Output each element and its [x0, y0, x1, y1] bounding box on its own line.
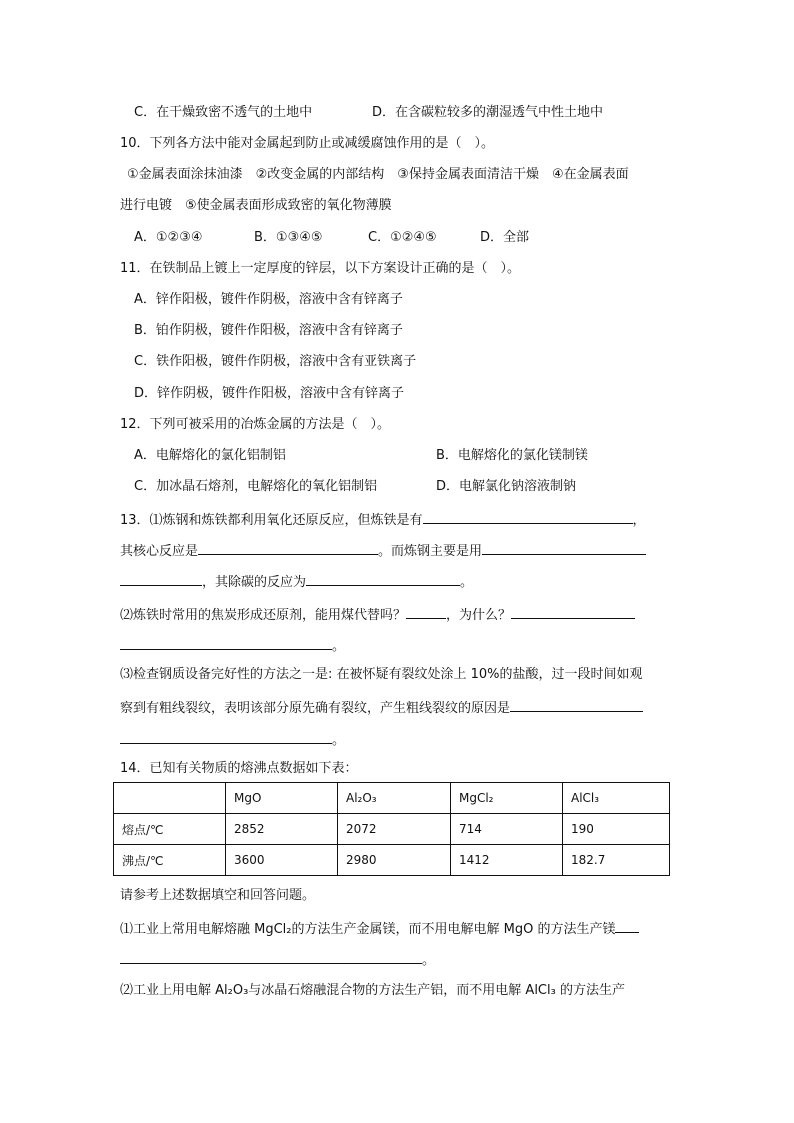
- q13-coal-answer-line: [120, 635, 345, 656]
- q10-stem: 10．下列各方法中能对金属起到防止或减缓腐蚀作用的是（ ）。: [120, 136, 495, 151]
- q12-option-a: A．电解熔化的氯化铝制铝: [134, 448, 286, 463]
- answer-blank[interactable]: [120, 729, 332, 744]
- q11-option-b: B．铂作阴极，镀件作阳极，溶液中含有锌离子: [134, 323, 403, 338]
- q14-sub1-text: ⑴工业上常用电解熔融 MgCl₂的方法生产金属镁，而不用电解电解 MgO 的方法生产镁: [120, 922, 616, 937]
- answer-blank[interactable]: [198, 540, 378, 555]
- table-cell: 3600: [226, 845, 338, 876]
- answer-blank[interactable]: [482, 540, 646, 555]
- table-header-cell: MgCl₂: [451, 783, 563, 814]
- q10-option-d: D．全部: [480, 230, 530, 245]
- q13-decarb-line: [120, 571, 473, 592]
- q9-option-c: C．在干燥致密不透气的土地中: [134, 105, 313, 120]
- q13-coal-end: 。: [332, 639, 346, 654]
- q11-option-c: C．铁作阳极，镀件作阴极，溶液中含有亚铁离子: [134, 354, 417, 369]
- q14-instruction: 请参考上述数据填空和回答问题。: [120, 888, 316, 903]
- q10-option-c: C．①②④⑤: [368, 230, 437, 245]
- table-cell: 2852: [226, 814, 338, 845]
- table-header-cell: [114, 783, 226, 814]
- q13-core-text: 其核心反应是: [120, 544, 199, 559]
- melting-boiling-table: [113, 782, 670, 876]
- q13-decarb-text: ，其除碳的反应为: [202, 575, 307, 590]
- table-header-cell: AlCl₃: [563, 783, 670, 814]
- q12-option-d: D．电解氯化钠溶液制钠: [436, 479, 577, 494]
- table-cell: 190: [563, 814, 670, 845]
- q13-part3-line1: ⑶检查钢质设备完好性的方法之一是: 在被怀疑有裂纹处涂上 10%的盐酸，过一段时间如观: [120, 667, 643, 682]
- q13-decarb-end: 。: [460, 575, 474, 590]
- q14-stem: 14．已知有关物质的熔沸点数据如下表：: [120, 761, 358, 776]
- table-cell: 182.7: [563, 845, 670, 876]
- q14-sub2-line: ⑵工业上用电解 Al₂O₃与冰晶石熔融混合物的方法生产铝，而不用电解 AlCl₃ 的方法生产: [120, 983, 625, 998]
- table-cell: 2072: [338, 814, 451, 845]
- table-row-label: 熔点/℃: [114, 814, 226, 845]
- answer-blank[interactable]: [510, 697, 643, 712]
- answer-blank[interactable]: [423, 509, 633, 524]
- q13-coal-text: ⑵炼铁时常用的焦炭形成还原剂，能用煤代替吗？: [120, 608, 407, 623]
- q13-steel-text: 。而炼钢主要是用: [378, 544, 483, 559]
- q11-option-d: D．锌作阴极，镀件作阳极，溶液中含有锌离子: [134, 386, 405, 401]
- q13-why-text: ，为什么？: [446, 608, 512, 623]
- answer-blank[interactable]: [511, 604, 635, 619]
- table-row: [114, 814, 670, 845]
- table-cell: 2980: [338, 845, 451, 876]
- table-row-label: 沸点/℃: [114, 845, 226, 876]
- q11-option-a: A．锌作阳极，镀件作阴极，溶液中含有锌离子: [134, 292, 403, 307]
- answer-blank[interactable]: [615, 918, 639, 933]
- q10-option-b: B．①③④⑤: [254, 230, 323, 245]
- q14-sub1-answer-line: [120, 949, 435, 970]
- q13-coal-line: [120, 604, 635, 625]
- answer-blank[interactable]: [120, 571, 202, 586]
- table-header-cell: MgO: [226, 783, 338, 814]
- table-row: [114, 845, 670, 876]
- q12-option-c: C．加冰晶石熔剂，电解熔化的氧化铝制铝: [134, 479, 378, 494]
- q14-sub1-end: 。: [422, 953, 436, 968]
- answer-blank[interactable]: [406, 604, 446, 619]
- table-header-row: [114, 783, 670, 814]
- q12-option-b: B．电解熔化的氯化镁制镁: [436, 448, 588, 463]
- q10-items-line2: 进行电镀 ⑤使金属表面形成致密的氧化物薄膜: [120, 198, 392, 213]
- answer-blank[interactable]: [120, 635, 332, 650]
- answer-blank[interactable]: [306, 571, 460, 586]
- table-header-cell: Al₂O₃: [338, 783, 451, 814]
- q13-part3-line3: [120, 729, 345, 750]
- q13-part1-comma: ，: [632, 513, 646, 528]
- q13-part1-text: 13．⑴炼钢和炼铁都利用氧化还原反应，但炼铁是有: [120, 513, 423, 528]
- q13-core-line: [120, 540, 646, 561]
- q9-option-d: D．在含碳粒较多的潮湿透气中性土地中: [372, 105, 604, 120]
- q13-part1-line: [120, 509, 646, 530]
- table-cell: 1412: [451, 845, 563, 876]
- table-cell: 714: [451, 814, 563, 845]
- q12-stem: 12．下列可被采用的冶炼金属的方法是（ ）。: [120, 417, 391, 432]
- q10-option-a: A．①②③④: [134, 230, 203, 245]
- q13-part3-line2: [120, 697, 643, 718]
- q10-items-line1: ①金属表面涂抹油漆 ②改变金属的内部结构 ③保持金属表面清洁干燥 ④在金属表面: [127, 167, 629, 182]
- q13-part3-end: 。: [332, 733, 346, 748]
- q11-stem: 11．在铁制品上镀上一定厚度的锌层，以下方案设计正确的是（ ）。: [120, 261, 521, 276]
- q13-part3-text: 察到有粗线裂纹，表明该部分原先确有裂纹，产生粗线裂纹的原因是: [120, 701, 511, 716]
- answer-blank[interactable]: [120, 949, 422, 964]
- q14-sub1-line: [120, 918, 639, 939]
